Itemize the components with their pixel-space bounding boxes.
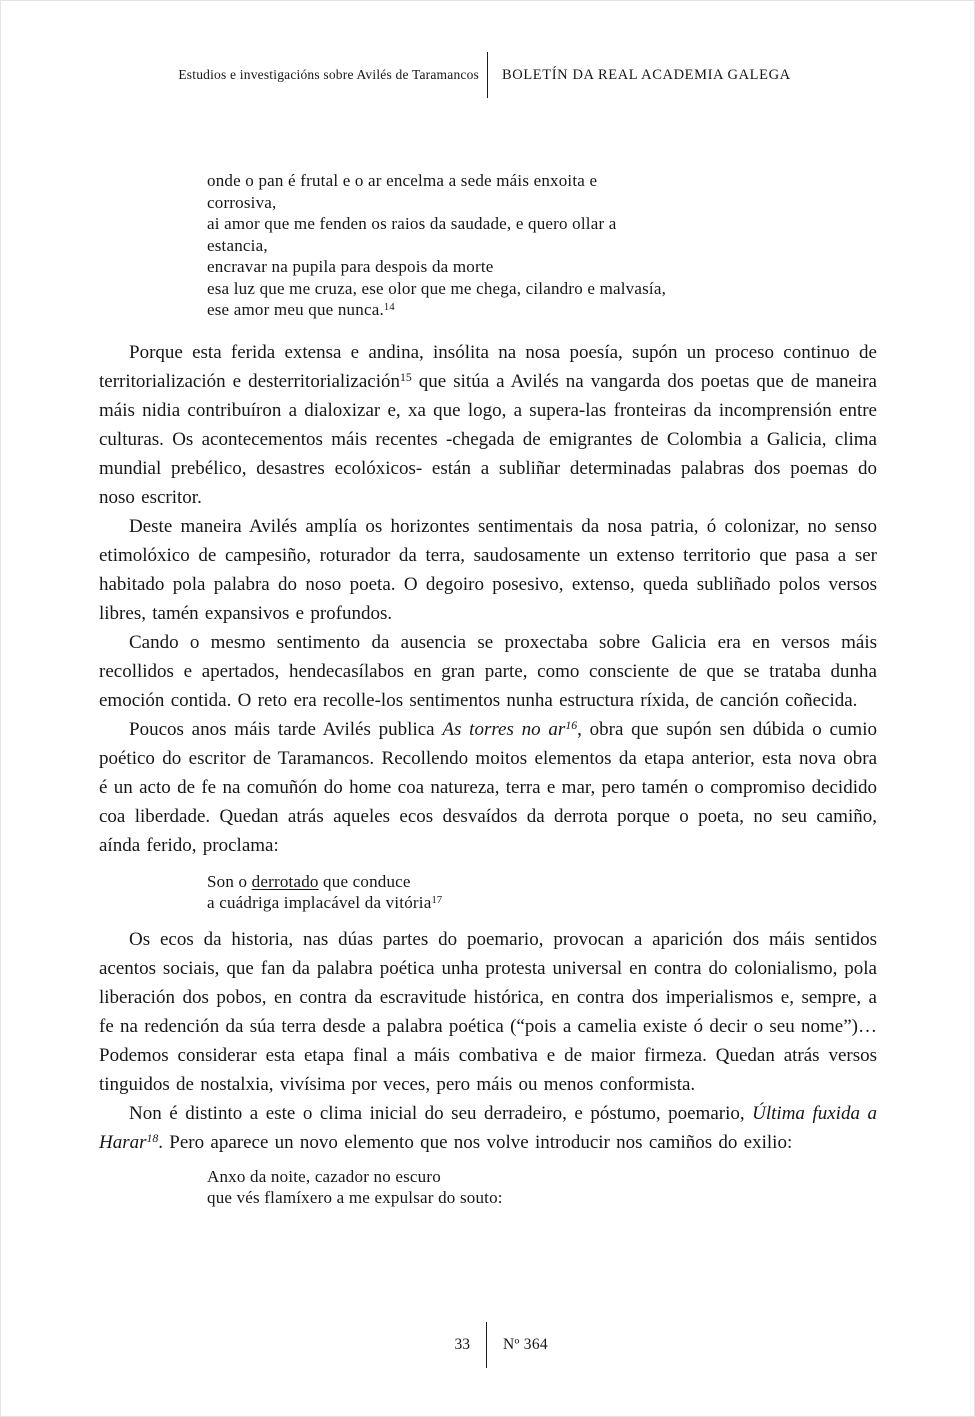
poem-line: estancia, [207,235,268,255]
poem-line: corrosiva, [207,192,277,212]
running-title-right: BOLETÍN DA REAL ACADEMIA GALEGA [502,66,791,83]
poem-line-text: a cuádriga implacável da vitória [207,893,432,912]
poem-line: que vés flamíxero a me expulsar do souto: [207,1188,503,1207]
paragraph-text: Cando o mesmo sentimento da ausencia se proxectaba sobre Galicia era en versos máis recollidos e apertados, hendecasílabos en gran parte, como consciente de que se trataba dunha emoción contida. O reto era recolle-los sentimentos nunha estructura ríxida, de canción coñecida. [99,631,877,711]
paragraph-5 [99,925,877,1099]
poem-quote-1 [99,170,877,321]
page-body [99,170,877,1209]
poem-line: Anxo da noite, cazador no escuro [207,1166,441,1186]
paragraph-text: Non é distinto a este o clima inicial do seu derradeiro, e póstumo, poemario, [129,1102,753,1124]
book-title [442,719,577,740]
poem-line: onde o pan é frutal e o ar encelma a sede máis enxoita e [207,171,598,190]
poem-line-text: que conduce [318,871,411,891]
book-title-text: Última fuxida a Harar [99,1102,878,1153]
poem-line-text: Son o [207,871,252,891]
footnote-ref-16: 16 [565,719,578,733]
paragraph-text: , obra que supón sen dúbida o cumio poético do escritor de Taramancos. Recollendo moitos elementos da etapa anterior, esta nova obra é un acto de fe na comuñón do home coa natureza, terra e mar, pero tamén o compromiso decidido coa liberdade. Quedan atrás aqueles ecos desvaídos da derrota porque o poeta, no seu camiño, aínda ferido, proclama: [99,718,877,856]
paragraph-6 [99,1099,877,1157]
paragraph-text: Porque esta ferida extensa e andina, insólita na nosa poesía, supón un proceso continuo de territorialización e desterritorialización [99,341,877,392]
footer-divider [486,1322,487,1368]
issue-number: Nº 364 [503,1336,548,1353]
paragraph-4 [99,715,877,860]
paragraph-text: Deste maneira Avilés amplía os horizontes sentimentais da nosa patria, ó colonizar, no senso etimolóxico de campesiño, roturador da terra, saudosamente un extenso territorio que pasa a ser habitado pola palabra do noso poeta. O degoiro posesivo, extenso, queda subliñado polos versos libres, tamén expansivos e profundos. [99,515,877,624]
book-title-text: As torres no ar [442,718,566,740]
header-divider [487,52,488,98]
footnote-ref-15: 15 [400,371,412,385]
poem-line [207,892,877,914]
poem-line: ai amor que me fenden os raios da saudade, e quero ollar a [207,214,617,233]
footnote-ref-18: 18 [146,1132,159,1146]
page-number: 33 [454,1336,470,1353]
paragraph-text: que sitúa a Avilés na vangarda dos poetas que de maneira máis nidia contribuíron a dialoxizar e, xa que logo, a supera-las fronteiras da incomprensión entre culturas. Os acontecementos máis recentes -chegada de emigrantes de Colombia a Galicia, clima mundial prebélico, desastres ecolóxicos- están a subliñar determinadas palabras dos poemas do noso escritor. [99,370,877,508]
poem-line [207,299,877,321]
paragraph-3 [99,628,877,715]
paragraph-1 [99,338,877,512]
poem-line [207,871,877,893]
running-title-left: Estudios e investigacións sobre Avilés de Taramancos [178,67,479,82]
paragraph-text: . Pero aparece un novo elemento que nos volve introducir nos camiños do exilio: [158,1131,793,1153]
poem-line-text: ese amor meu que nunca. [207,300,384,319]
page-footer [0,1322,975,1368]
poem-line: encravar na pupila para despois da morte [207,257,494,276]
paragraph-text: Os ecos da historia, nas dúas partes do poemario, provocan a aparición dos máis sentidos acentos sociais, que fan da palabra poética unha protesta universal en contra do colonialismo, pola liberación dos pobos, en contra da escravitude histórica, en contra dos imperialismos e, sempre, a fe na redención da súa terra desde a palabra poética (“pois a camelia existe ó decir o seu nome”)… Podemos considerar esta etapa final a máis combativa e de maior firmeza. Quedan atrás versos tinguidos de nostalxia, vivísima por veces, pero máis ou menos conformista. [99,928,877,1095]
poem-line: esa luz que me cruza, ese olor que me chega, cilandro e malvasía, [207,278,667,298]
page-header [0,52,975,98]
footnote-ref-17: 17 [431,895,443,907]
poem-quote-2 [99,871,877,914]
footnote-ref-14: 14 [383,302,395,314]
underlined-word: derrotado [251,871,319,891]
paragraph-text: Poucos anos máis tarde Avilés publica [129,718,443,740]
poem-quote-3 [99,1166,877,1209]
paragraph-2 [99,512,877,628]
